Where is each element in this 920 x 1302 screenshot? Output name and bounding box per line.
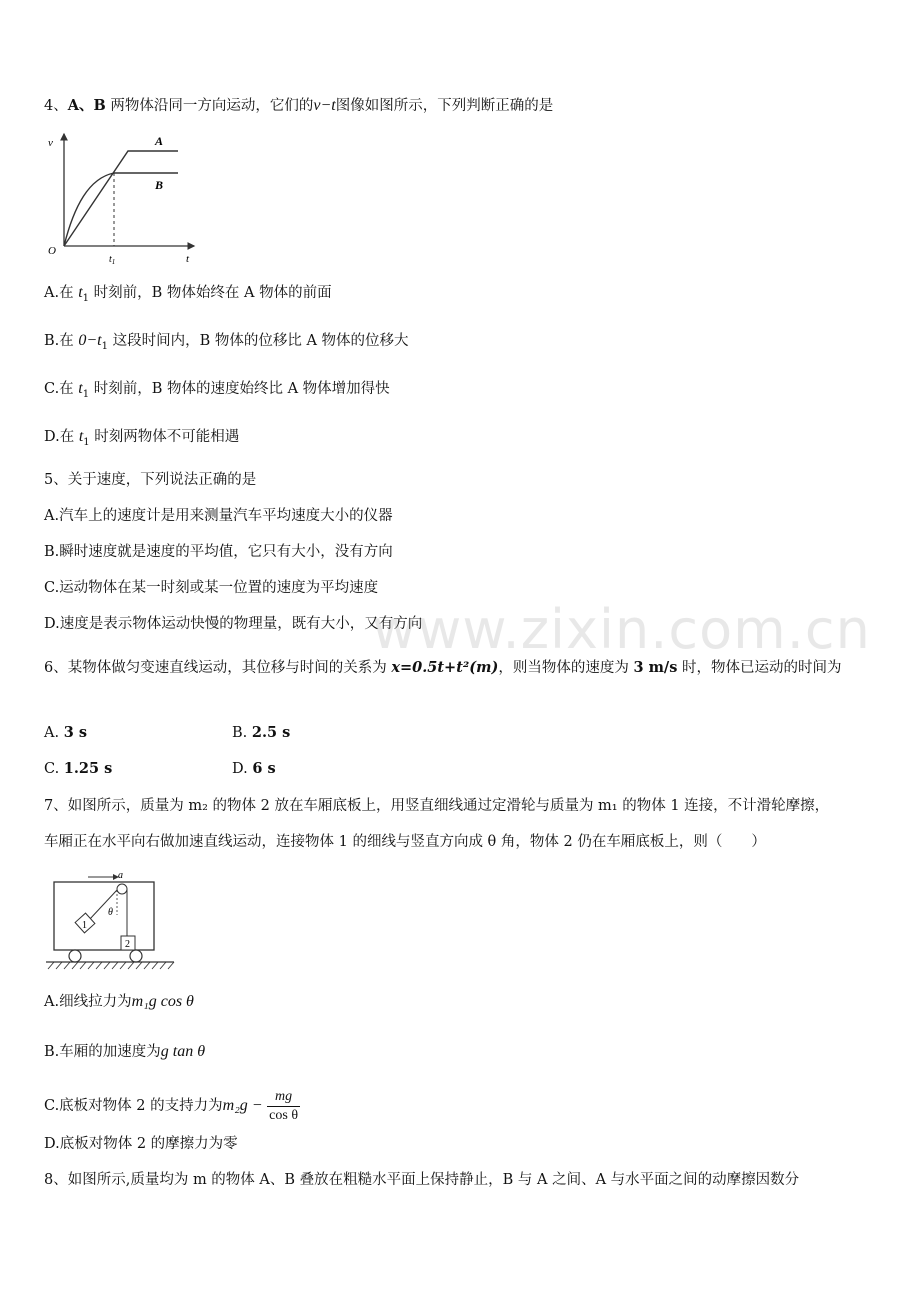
q6-option-b: B. 2.5 s [232,724,291,741]
q6-option-c: C. 1.25 s [44,760,113,777]
q5-option-d: D.速度是表示物体运动快慢的物理量，既有大小，又有方向 [44,616,423,632]
line-a [64,151,178,246]
q4-option-d: D.在 $t_1$ 时刻两物体不可能相遇 [44,428,240,448]
support-force-fraction: $\frac{mg}{\text{cos θ}}$ [269,1088,299,1123]
q7-stem-line1: 7、如图所示，质量为 m₂ 的物体 2 放在车厢底板上，用竖直细线通过定滑轮与质量为 m₁ 的物体 1 连接，不计滑轮摩擦， [44,798,830,814]
cart-body [54,882,154,950]
cart-figure [44,870,178,972]
q4-option-a: A.在 $t_1$ 时刻前，B 物体始终在 A 物体的前面 [44,284,332,304]
vt-graph [44,126,204,268]
box-1-label: 1 [82,920,87,931]
q6-stem: 6、某物体做匀变速直线运动，其位移与时间的关系为 x=0.5t+t²(m)，则当物体的速度为 3 m/s 时，物体已运动的时间为 [44,659,842,676]
q7-stem-line2: 车厢正在水平向右做加速直线运动，连接物体 1 的细线与竖直方向成 θ 角，物体 2 仍在车厢底板上，则（ ） [44,834,766,850]
q7-option-c: C.底板对物体 2 的支持力为m₂g − $\frac{mg}{\text{cos θ}}$ [44,1088,299,1123]
q4-option-b: B.在 $0-t_1$ 这段时间内，B 物体的位移比 A 物体的位移大 [44,332,409,352]
wheel-left [69,950,81,962]
q5-stem: 5、关于速度，下列说法正确的是 [44,472,257,488]
q7-option-d: D.底板对物体 2 的摩擦力为零 [44,1136,238,1152]
t1-label: $t_1$ [109,254,116,266]
q5-option-b: B.瞬时速度就是速度的平均值，它只有大小，没有方向 [44,544,393,560]
q6-option-d: D. 6 s [232,760,276,777]
q4-option-c: C.在 $t_1$ 时刻前，B 物体的速度始终比 A 物体增加得快 [44,380,390,400]
q8-stem: 8、如图所示,质量均为 m 的物体 A、B 叠放在粗糙水平面上保持静止，B 与 A 之间、A 与水平面之间的动摩擦因数分 [44,1172,800,1188]
q7-option-a: A.细线拉力为m₁g cos θ [44,993,194,1010]
theta-label: θ [108,907,113,918]
a-label: A [155,134,164,148]
b-label: B [155,178,164,192]
wheel-right [130,950,142,962]
watermark: www.zixin.com.cn [372,598,871,661]
origin-label: O [48,245,56,257]
pulley [117,884,127,894]
ground-hatch [48,962,174,969]
v-label: v [48,137,53,149]
q4-stem: 4、A、B 两物体沿同一方向运动，它们的v−t图像如图所示，下列判断正确的是 [44,97,554,114]
accel-label: a [118,870,123,881]
q7-option-b: B.车厢的加速度为g tan θ [44,1043,206,1060]
q5-option-a: A.汽车上的速度计是用来测量汽车平均速度大小的仪器 [44,508,393,524]
q6-option-a: A. 3 s [44,724,88,741]
q5-option-c: C.运动物体在某一时刻或某一位置的速度为平均速度 [44,580,379,596]
box-2-label: 2 [125,939,130,950]
t-label: t [186,253,190,265]
